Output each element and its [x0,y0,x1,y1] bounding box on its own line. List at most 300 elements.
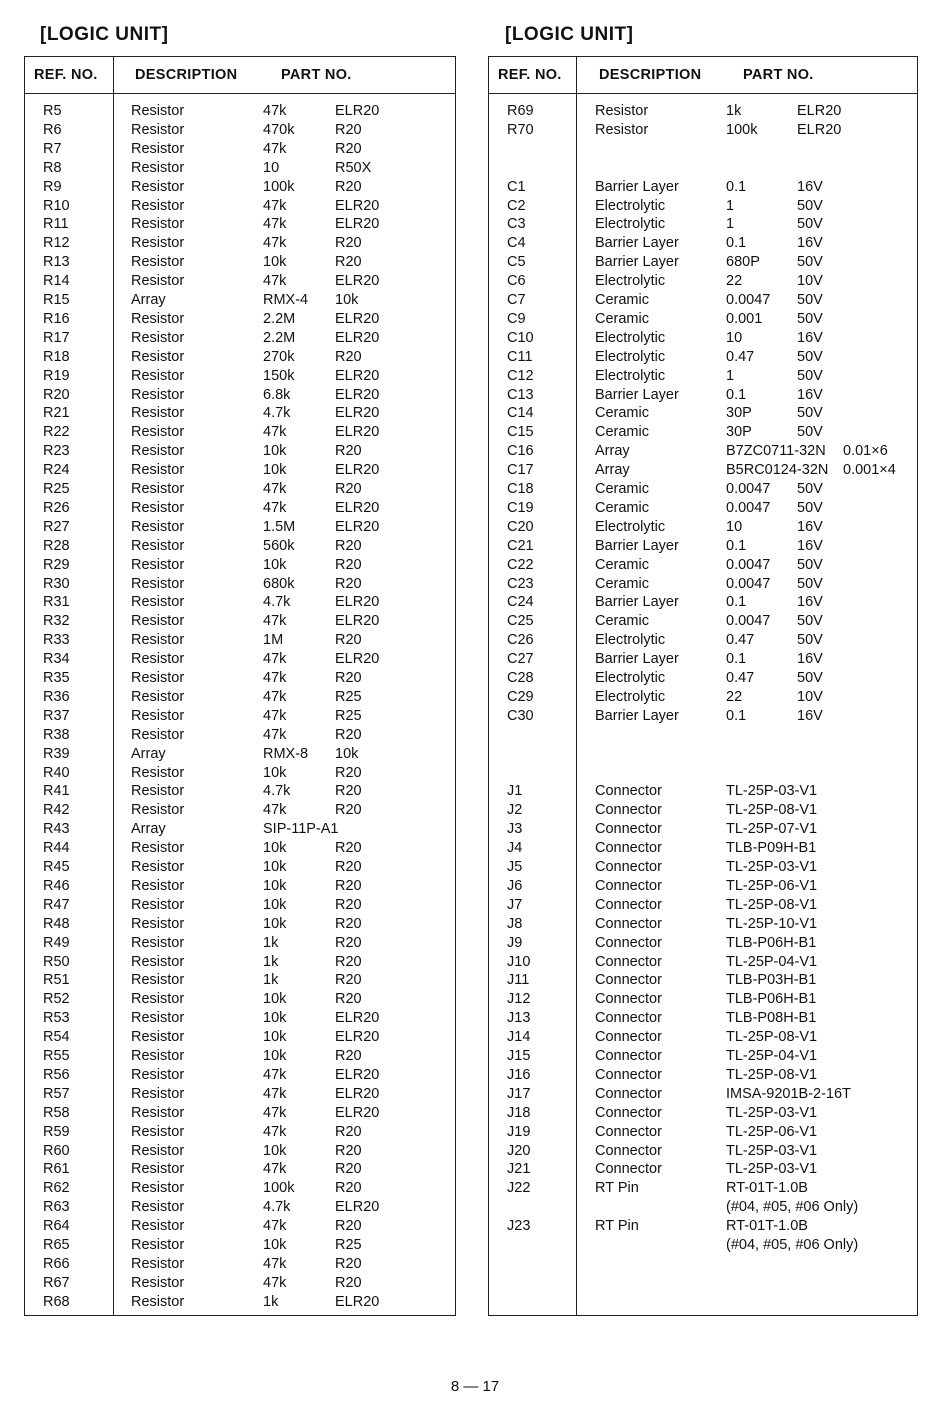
right-header-part: PART NO. [743,67,814,83]
description-cell: Resistor [131,159,185,176]
part-spec-cell: R20 [335,1180,362,1197]
table-row [25,386,455,405]
description-cell: Resistor [131,424,185,441]
part-number-cell: SIP-11P-A1 [263,821,339,838]
part-number-cell: 0.0047 [726,292,771,308]
table-row [489,329,917,348]
part-number-cell: 10k [263,915,287,932]
part-number-cell: 30P [726,424,752,441]
ref-cell: C23 [507,575,534,592]
part-number-cell: RT-01T-1.0B [726,1180,808,1197]
table-row [489,801,917,820]
table-row [489,423,917,442]
part-number-cell: 47k [263,424,287,441]
left-header-description: DESCRIPTION [135,67,238,83]
description-cell: Resistor [131,1048,185,1064]
ref-cell: C17 [507,462,534,479]
part-number-cell: 2.2M [263,310,296,327]
description-cell: Electrolytic [595,688,666,705]
table-row [489,593,917,612]
part-spec-cell: 16V [797,235,823,252]
description-cell: Resistor [131,235,185,252]
part-spec-cell: R20 [335,1274,362,1291]
table-row [489,1085,917,1104]
description-cell: Resistor [131,707,185,724]
part-spec-cell: ELR20 [335,216,380,233]
description-cell: Connector [595,1066,662,1083]
part-spec-cell: R20 [335,859,362,875]
ref-cell: R69 [507,103,534,119]
description-cell: Connector [595,953,662,970]
part-number-cell: 0.1 [726,235,747,252]
part-spec-cell: ELR20 [335,1199,380,1216]
part-spec-cell: 50V [797,197,823,214]
table-row [25,877,455,896]
part-number-cell: 10k [263,859,287,875]
part-number-cell: 47k [263,1123,287,1140]
part-number-cell: TL-25P-03-V1 [726,783,818,800]
part-number-cell: 0.0047 [726,556,771,573]
table-row [25,518,455,537]
part-spec-cell: 50V [797,367,823,384]
part-spec-cell: 50V [797,575,823,592]
description-cell: Resistor [131,575,185,592]
part-spec-cell: ELR20 [335,594,380,611]
part-spec-cell: ELR20 [335,310,380,327]
part-spec-cell: ELR20 [335,103,380,119]
table-row [25,953,455,972]
description-cell: Connector [595,1010,662,1027]
part-number-cell: TL-25P-04-V1 [726,953,818,970]
page-number: 8 — 17 [450,1378,500,1395]
ref-cell: J9 [507,934,523,951]
part-number-cell: TL-25P-04-V1 [726,1048,818,1064]
description-cell: Resistor [131,783,185,800]
part-spec-cell: R20 [335,556,362,573]
part-spec-cell: 16V [797,329,823,346]
description-cell: Connector [595,896,662,913]
ref-cell: R5 [43,103,62,119]
table-row [25,121,455,140]
ref-cell: R43 [43,821,70,838]
part-spec-cell: 10V [797,688,823,705]
description-cell: Resistor [131,386,185,403]
description-cell: Resistor [131,273,185,290]
table-row [25,1028,455,1047]
table-row [489,726,917,745]
ref-cell: R68 [43,1293,70,1310]
description-cell: Resistor [131,1104,185,1121]
part-number-cell: 560k [263,537,295,554]
table-row [489,215,917,234]
part-spec-cell: 16V [797,178,823,195]
part-spec-cell: 50V [797,348,823,365]
table-row [25,291,455,310]
description-cell: Resistor [131,216,185,233]
ref-cell: C28 [507,670,534,686]
part-spec-cell: 16V [797,386,823,403]
part-spec-cell: R20 [335,783,362,800]
part-spec-cell: R25 [335,1237,362,1253]
part-spec-cell: 50V [797,424,823,441]
part-spec-cell: R20 [335,972,362,989]
ref-cell: J15 [507,1048,531,1064]
description-cell: Connector [595,840,662,857]
part-spec-cell: 50V [797,216,823,233]
ref-cell: J22 [507,1180,531,1197]
part-number-cell: 10k [263,1048,287,1064]
part-number-cell: 47k [263,1274,287,1291]
part-spec-cell: 0.001×4 [843,462,896,479]
ref-cell: R59 [43,1123,70,1140]
part-number-cell: 10k [263,1142,287,1159]
description-cell: Resistor [131,972,185,989]
ref-cell: R28 [43,537,70,554]
ref-cell: R47 [43,896,70,913]
table-row [25,234,455,253]
table-row [489,518,917,537]
part-number-cell: 47k [263,103,287,119]
ref-cell: J6 [507,877,523,894]
table-row [489,272,917,291]
table-row [489,1198,917,1217]
ref-cell: R10 [43,197,70,214]
part-number-cell: 1.5M [263,518,296,535]
ref-cell: R46 [43,877,70,894]
part-number-cell: TL-25P-07-V1 [726,821,818,838]
description-cell: Ceramic [595,310,649,327]
table-row [489,782,917,801]
description-cell: Resistor [131,1237,185,1253]
part-spec-cell: ELR20 [335,1085,380,1102]
ref-cell: C13 [507,386,534,403]
part-number-cell: 270k [263,348,295,365]
part-number-cell: 47k [263,1161,287,1178]
ref-cell: C15 [507,424,534,441]
description-cell: Resistor [131,348,185,365]
description-cell: Ceramic [595,424,649,441]
part-number-cell: TL-25P-10-V1 [726,915,818,932]
part-spec-cell: R25 [335,707,362,724]
description-cell: Ceramic [595,575,649,592]
ref-cell: R55 [43,1048,70,1064]
part-number-cell: 1k [263,972,279,989]
part-spec-cell: R20 [335,537,362,554]
table-row [25,1236,455,1255]
ref-cell: J17 [507,1085,531,1102]
part-number-cell: TL-25P-06-V1 [726,877,818,894]
description-cell: Array [595,462,630,479]
description-cell: Barrier Layer [595,651,679,668]
ref-cell: R25 [43,481,70,497]
description-cell: Resistor [131,877,185,894]
description-cell: Resistor [131,688,185,705]
part-spec-cell: 50V [797,556,823,573]
table-row [25,348,455,367]
ref-cell: C26 [507,632,534,649]
ref-cell: R52 [43,991,70,1008]
ref-cell: R8 [43,159,62,176]
part-number-cell: 1M [263,632,284,649]
table-row [25,1047,455,1066]
part-spec-cell: R25 [335,688,362,705]
ref-cell: C21 [507,537,534,554]
part-number-cell: 10 [726,518,743,535]
part-spec-cell: R20 [335,726,362,743]
description-cell: Resistor [595,103,649,119]
ref-cell: R11 [43,216,69,233]
description-cell: Resistor [131,764,185,781]
part-spec-cell: ELR20 [335,329,380,346]
ref-cell: C24 [507,594,534,611]
ref-cell: J10 [507,953,531,970]
part-number-cell: 0.47 [726,632,755,649]
ref-cell: R67 [43,1274,70,1291]
part-spec-cell: R20 [335,348,362,365]
table-row [489,820,917,839]
table-row [489,896,917,915]
ref-cell: R39 [43,745,70,762]
table-row [25,1179,455,1198]
description-cell: Resistor [131,1066,185,1083]
part-spec-cell: 16V [797,537,823,554]
description-cell: Resistor [131,1085,185,1102]
table-row [489,764,917,783]
description-cell: Resistor [131,651,185,668]
ref-cell: C12 [507,367,534,384]
description-cell: Resistor [131,178,185,195]
table-row [489,877,917,896]
table-row [25,215,455,234]
table-row [25,197,455,216]
ref-cell: J1 [507,783,523,800]
description-cell: Resistor [131,1010,185,1027]
ref-cell: R14 [43,273,70,290]
part-number-cell: 4.7k [263,1199,291,1216]
description-cell: Connector [595,1085,662,1102]
part-spec-cell: 16V [797,651,823,668]
ref-cell: R17 [43,329,70,346]
description-cell: Resistor [131,1161,185,1178]
part-spec-cell: 50V [797,499,823,516]
table-row [489,971,917,990]
part-spec-cell: ELR20 [335,197,380,214]
table-row [25,423,455,442]
part-number-cell: 47k [263,273,287,290]
part-number-cell: 10k [263,1010,287,1027]
table-row [25,934,455,953]
table-row [25,253,455,272]
table-row [489,934,917,953]
part-number-cell: 680P [726,254,760,271]
ref-cell: R32 [43,613,70,630]
part-spec-cell: R20 [335,254,362,271]
part-number-cell: TL-25P-08-V1 [726,1029,818,1046]
part-number-cell: 1k [263,953,279,970]
part-spec-cell: ELR20 [335,651,380,668]
part-number-cell: 4.7k [263,783,291,800]
part-spec-cell: R20 [335,840,362,857]
ref-cell: C1 [507,178,526,195]
part-spec-cell: ELR20 [797,103,842,119]
part-spec-cell: 10V [797,273,823,290]
table-row [25,990,455,1009]
ref-cell: J16 [507,1066,531,1083]
ref-cell: J21 [507,1161,531,1178]
part-number-cell: TL-25P-03-V1 [726,859,818,875]
part-number-cell: TL-25P-08-V1 [726,896,818,913]
part-number-cell: 10k [263,840,287,857]
part-spec-cell: 50V [797,670,823,686]
ref-cell: J23 [507,1218,531,1235]
part-number-cell: 100k [263,1180,295,1197]
description-cell: Electrolytic [595,670,666,686]
description-cell: Resistor [131,329,185,346]
table-row [489,650,917,669]
part-number-cell: 680k [263,575,295,592]
description-cell: Resistor [131,518,185,535]
table-row [25,499,455,518]
part-number-cell: 6.8k [263,386,291,403]
part-number-cell: 1k [263,934,279,951]
table-row [489,631,917,650]
description-cell: Ceramic [595,292,649,308]
ref-cell: R36 [43,688,70,705]
ref-cell: J14 [507,1029,531,1046]
table-row [489,140,917,159]
left-parts-table [24,56,456,1316]
part-spec-cell: ELR20 [335,462,380,479]
part-number-cell: 100k [263,178,295,195]
part-spec-cell: 10k [335,292,359,308]
description-cell: Resistor [131,934,185,951]
part-number-cell: 0.1 [726,594,747,611]
part-number-cell: 470k [263,121,295,138]
part-number-cell: TL-25P-08-V1 [726,1066,818,1083]
ref-cell: R16 [43,310,70,327]
description-cell: Resistor [131,632,185,649]
table-row [25,575,455,594]
table-row [489,253,917,272]
part-number-cell: TL-25P-03-V1 [726,1161,818,1178]
part-spec-cell: R20 [335,915,362,932]
part-number-cell: TL-25P-03-V1 [726,1104,818,1121]
table-row [489,310,917,329]
part-spec-cell: ELR20 [335,518,380,535]
table-row [25,858,455,877]
description-cell: Array [131,745,166,762]
table-row [489,839,917,858]
ref-cell: R13 [43,254,70,271]
part-spec-cell: R20 [335,670,362,686]
part-spec-cell: ELR20 [335,1066,380,1083]
part-number-cell: 47k [263,670,287,686]
ref-cell: R29 [43,556,70,573]
table-row [25,971,455,990]
part-number-cell: 0.0047 [726,499,771,516]
part-number-cell: 0.1 [726,707,747,724]
description-cell: Connector [595,915,662,932]
table-row [25,612,455,631]
ref-cell: C18 [507,481,534,497]
description-cell: Resistor [131,140,185,157]
ref-cell: R66 [43,1255,70,1272]
part-number-cell: 47k [263,1066,287,1083]
description-cell: Array [131,821,166,838]
left-header-part: PART NO. [281,67,352,83]
ref-cell: C22 [507,556,534,573]
description-cell: Resistor [131,367,185,384]
part-number-cell: 0.47 [726,348,755,365]
description-cell: RT Pin [595,1218,639,1235]
ref-cell: R35 [43,670,70,686]
ref-cell: R19 [43,367,70,384]
part-number-cell: 47k [263,1218,287,1235]
part-spec-cell: ELR20 [335,613,380,630]
ref-cell: C29 [507,688,534,705]
ref-cell: R64 [43,1218,70,1235]
description-cell: Barrier Layer [595,707,679,724]
ref-cell: J5 [507,859,523,875]
part-spec-cell: R20 [335,1048,362,1064]
description-cell: Resistor [131,802,185,819]
part-number-cell: 0.0047 [726,481,771,497]
part-spec-cell: ELR20 [335,499,380,516]
part-number-cell: 47k [263,688,287,705]
ref-cell: C27 [507,651,534,668]
part-number-cell: 150k [263,367,295,384]
description-cell: Resistor [131,1123,185,1140]
part-spec-cell: ELR20 [335,386,380,403]
part-number-cell: 30P [726,405,752,422]
part-number-cell: 1k [726,103,742,119]
ref-cell: J11 [507,972,530,989]
table-row [25,726,455,745]
table-row [25,688,455,707]
table-row [25,367,455,386]
table-row [25,915,455,934]
part-spec-cell: R20 [335,481,362,497]
description-cell: Resistor [131,405,185,422]
table-row [25,801,455,820]
description-cell: Resistor [131,462,185,479]
table-row [489,1160,917,1179]
ref-cell: R57 [43,1085,70,1102]
description-cell: Resistor [595,121,649,138]
part-spec-cell: R20 [335,235,362,252]
description-cell: Ceramic [595,499,649,516]
part-number-cell: 10k [263,443,287,460]
description-cell: Resistor [131,991,185,1008]
ref-cell: R23 [43,443,70,460]
part-number-cell: 47k [263,216,287,233]
description-cell: Electrolytic [595,216,666,233]
part-number-cell: 47k [263,197,287,214]
part-number-cell: RMX-8 [263,745,309,762]
part-number-cell: B5RC0124-32N [726,462,829,479]
description-cell: Barrier Layer [595,537,679,554]
ref-cell: R6 [43,121,62,138]
part-number-cell: 1 [726,197,735,214]
right-section-title: [LOGIC UNIT] [505,24,634,45]
part-spec-cell: ELR20 [335,367,380,384]
part-number-cell: 10k [263,462,287,479]
part-number-cell: TLB-P06H-B1 [726,991,817,1008]
ref-cell: J4 [507,840,523,857]
table-row [25,556,455,575]
table-row [25,593,455,612]
description-cell: Connector [595,821,662,838]
